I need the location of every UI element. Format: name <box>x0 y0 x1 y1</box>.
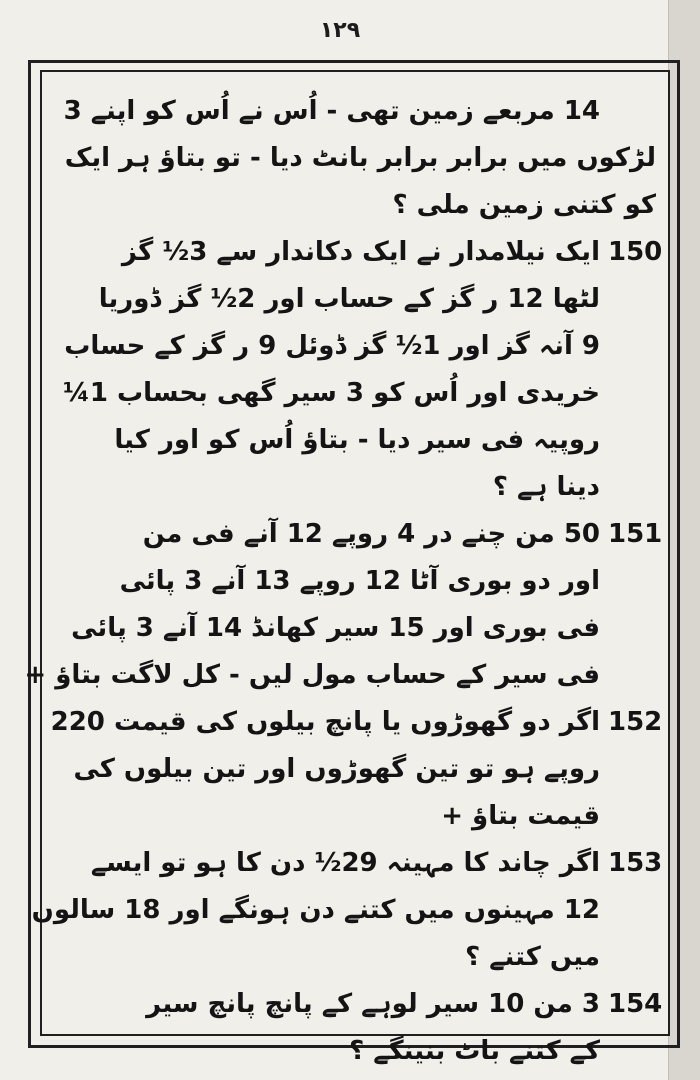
text-line: روپے ہو تو تین گھوڑوں اور تین بیلوں کی <box>73 754 600 784</box>
text-line: فی بوری اور 15 سیر کھانڈ 14 آنے 3 پائی <box>71 613 600 643</box>
question-153 <box>60 840 663 887</box>
text-line: اگر چاند کا مہینہ 29½ دن کا ہو تو ایسے <box>90 848 600 878</box>
text-line: میں کتنے ؟ <box>465 942 600 972</box>
page-number: ۱۲۹ <box>319 18 361 43</box>
text-line: 9 آنہ گز اور 1½ گز ڈوئل 9 ر گز کے حساب <box>64 331 600 361</box>
question-number: 152 <box>608 707 663 737</box>
question-number: 150 <box>608 237 663 267</box>
text-line: دینا ہے ؟ <box>492 472 600 502</box>
text-line: روپیہ فی سیر دیا - بتاؤ اُس کو اور کیا <box>114 425 600 455</box>
text-line: اگر دو گھوڑوں یا پانچ بیلوں کی قیمت 220 <box>50 707 600 737</box>
text-line: لٹھا 12 ر گز کے حساب اور 2½ گز ڈوریا <box>98 284 600 314</box>
text-line: فی سیر کے حساب مول لیں - کل لاگت بتاؤ + <box>24 660 600 690</box>
text-line: کے کتنے باٹ بنینگے ؟ <box>349 1036 600 1066</box>
question-number: 154 <box>608 989 663 1019</box>
text-line: قیمت بتاؤ + <box>441 801 600 831</box>
text-line: ایک نیلامدار نے ایک دکاندار سے 3½ گز <box>121 237 600 267</box>
question-number: 153 <box>608 848 663 878</box>
question-154 <box>60 981 663 1028</box>
question-150 <box>60 229 663 276</box>
question-text-block <box>24 88 663 1066</box>
text-line: 50 من چنے در 4 روپے 12 آنے فی من <box>142 519 600 549</box>
question-152 <box>50 699 663 746</box>
text-line: 12 مہینوں میں کتنے دن ہونگے اور 18 سالوں <box>31 895 600 925</box>
question-number: 151 <box>608 519 663 549</box>
text-line: خریدی اور اُس کو 3 سیر گھی بحساب 1¼ <box>62 378 600 408</box>
text-line: 14 مربعے زمین تھی - اُس نے اُس کو اپنے 3 <box>63 96 600 126</box>
text-line: لڑکوں میں برابر برابر بانٹ دیا - تو بتاؤ ہر ایک <box>64 143 656 173</box>
question-151 <box>60 511 663 558</box>
text-line: 3 من 10 سیر لوہے کے پانچ پانچ سیر <box>146 989 600 1019</box>
text-line: کو کتنی زمین ملی ؟ <box>392 190 656 220</box>
text-line: اور دو بوری آٹا 12 روپے 13 آنے 3 پائی <box>119 566 600 596</box>
